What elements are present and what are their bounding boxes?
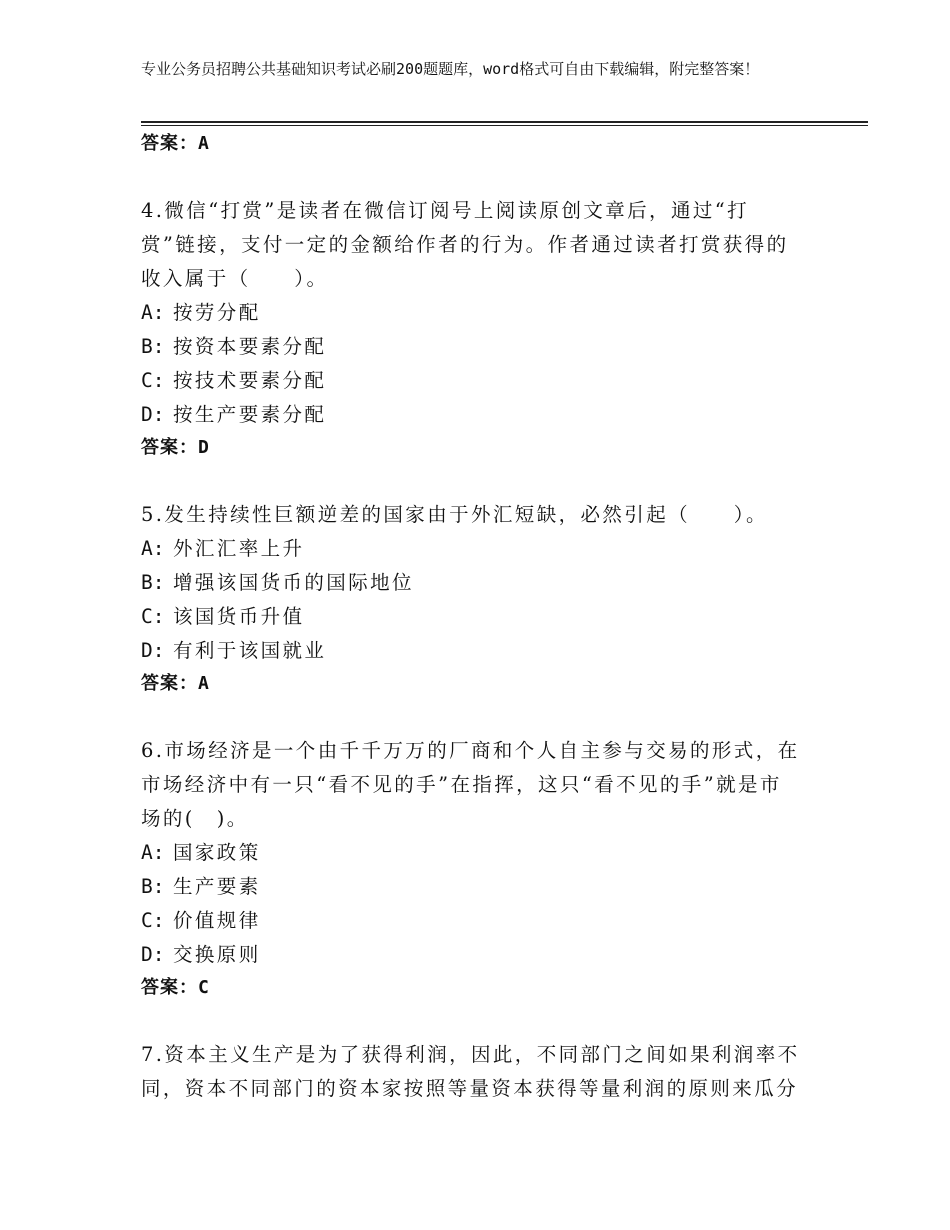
option-letter: B: [141,571,165,594]
option-b [141,870,801,904]
option-text: 该国货币升值 [173,605,305,628]
page-header: 专业公务员招聘公共基础知识考试必刷200题题库，word格式可自由下载编辑，附完整答案！ [141,60,760,78]
option-text: 按技术要素分配 [173,369,327,392]
option-b [141,566,801,600]
option-letter: C: [141,605,165,628]
question-stem: 4.微信“打赏”是读者在微信订阅号上阅读原创文章后，通过“打赏”链接，支付一定的金额给作者的行为。作者通过读者打赏获得的收入属于（ ）。 [141,199,789,290]
question-block [141,194,801,464]
option-text: 交换原则 [173,943,261,966]
option-c [141,364,801,398]
option-a [141,532,801,566]
answer-line: 答案：A [141,133,210,154]
option-text: 国家政策 [173,841,261,864]
question-list [141,128,801,1106]
option-letter: B: [141,335,165,358]
header-divider-thick [141,121,868,123]
answer-line: 答案：D [141,437,210,458]
answer-line: 答案：C [141,977,210,998]
option-letter: A: [141,301,165,324]
option-a [141,296,801,330]
option-letter: C: [141,909,165,932]
option-text: 按劳分配 [173,301,261,324]
option-d [141,938,801,972]
option-b [141,330,801,364]
option-text: 外汇汇率上升 [173,537,305,560]
option-text: 增强该国货币的国际地位 [173,571,414,594]
spacer [141,1004,801,1038]
option-text: 价值规律 [173,909,261,932]
spacer [141,700,801,734]
spacer [141,464,801,498]
option-text: 生产要素 [173,875,261,898]
spacer [141,160,801,194]
option-text: 按资本要素分配 [173,335,327,358]
answer-line: 答案：A [141,673,210,694]
option-letter: D: [141,943,165,966]
question-stem: 6.市场经济是一个由千千万万的厂商和个人自主参与交易的形式，在市场经济中有一只“看不见的手”在指挥，这只“看不见的手”就是市场的( )。 [141,739,800,830]
option-letter: D: [141,639,165,662]
option-letter: A: [141,537,165,560]
header-divider-thin [141,125,868,126]
option-text: 有利于该国就业 [173,639,327,662]
option-c [141,600,801,634]
option-d [141,634,801,668]
option-text: 按生产要素分配 [173,403,327,426]
option-d [141,398,801,432]
option-c [141,904,801,938]
option-letter: D: [141,403,165,426]
question-block [141,498,801,700]
option-letter: C: [141,369,165,392]
question-stem: 5.发生持续性巨额逆差的国家由于外汇短缺，必然引起（ ）。 [141,503,768,526]
question-block [141,734,801,1004]
question-stem: 7.资本主义生产是为了获得利润，因此，不同部门之间如果利润率不同，资本不同部门的资本家按照等量资本获得等量利润的原则来瓜分 [141,1043,800,1100]
option-letter: B: [141,875,165,898]
option-letter: A: [141,841,165,864]
question-block [141,1038,801,1106]
option-a [141,836,801,870]
